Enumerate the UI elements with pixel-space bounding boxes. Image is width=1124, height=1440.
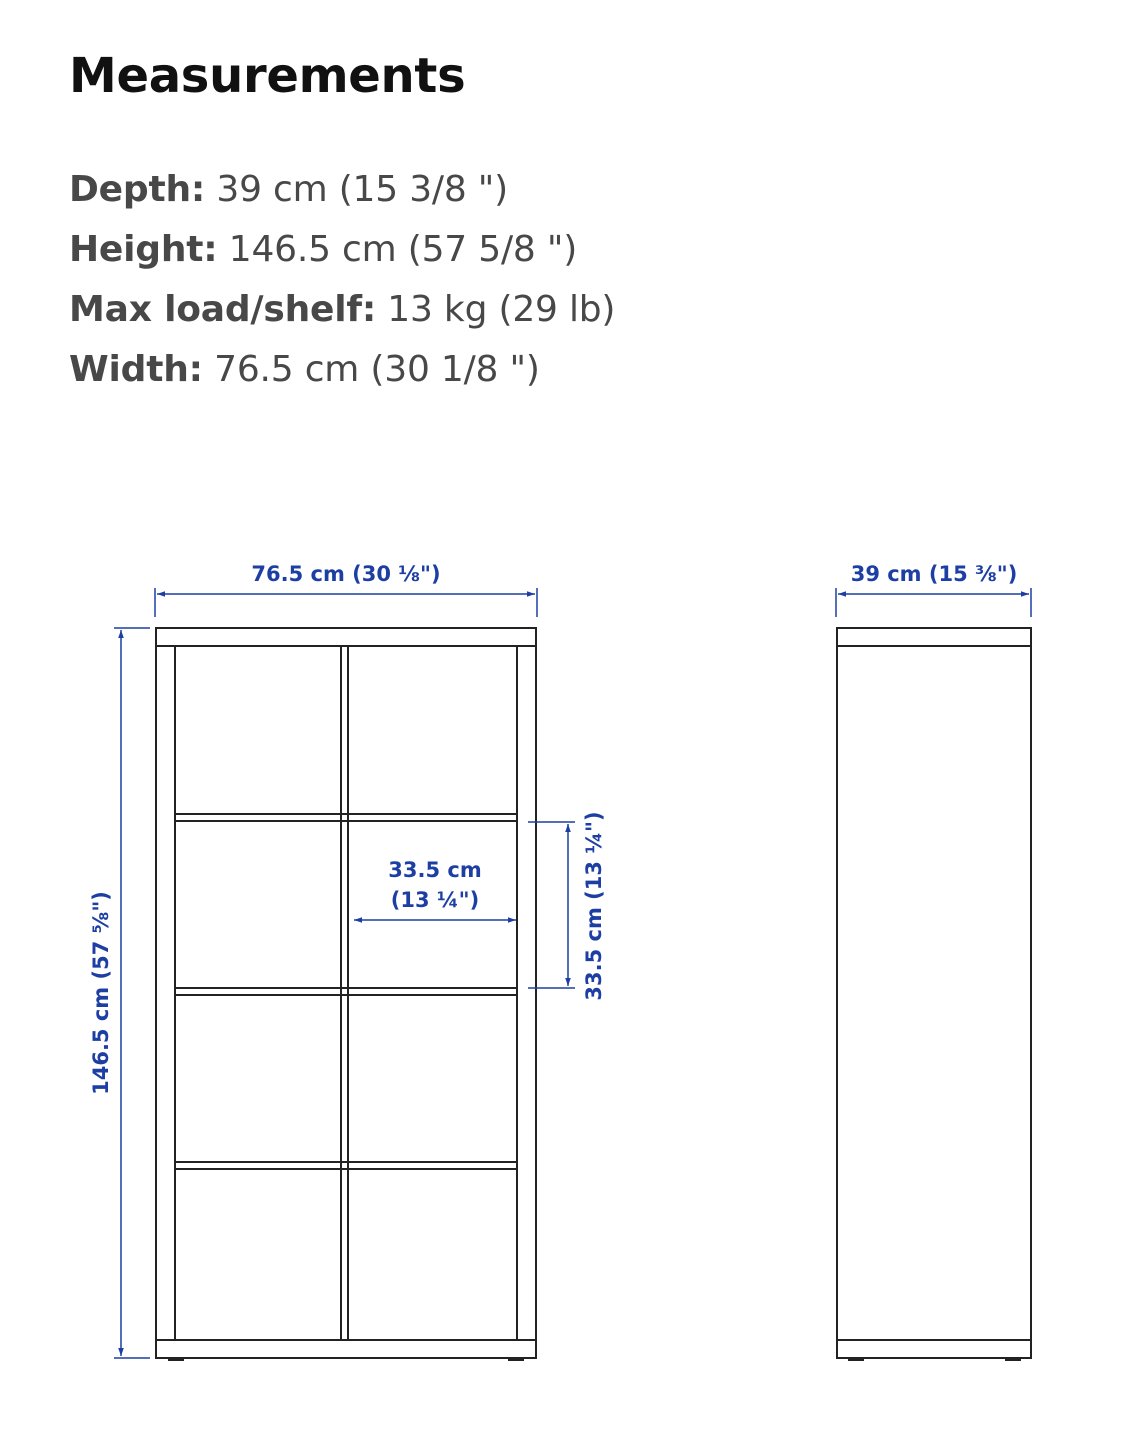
side-top-board xyxy=(837,628,1031,646)
compartment-width-dimension xyxy=(354,858,516,920)
side-foot-right xyxy=(1005,1358,1021,1361)
front-foot-right xyxy=(508,1358,524,1361)
spec-depth xyxy=(69,160,615,220)
side-depth-dimension xyxy=(836,562,1031,617)
compartment-height-dimension xyxy=(528,811,606,1000)
front-shelf-3 xyxy=(175,1162,517,1169)
front-view-shelf xyxy=(156,628,536,1358)
compartment-width-line1: 33.5 cm xyxy=(388,858,482,882)
front-height-label: 146.5 cm (57 ⅝") xyxy=(89,891,113,1095)
front-left-side-panel xyxy=(156,646,175,1340)
spec-height-value: 146.5 cm (57 5/8 ") xyxy=(228,229,578,270)
spec-height-label: Height: xyxy=(69,229,218,270)
front-shelf-2 xyxy=(175,988,517,995)
spec-max-load-value: 13 kg (29 lb) xyxy=(387,289,616,330)
dimension-diagram xyxy=(0,540,1124,1400)
spec-width-value: 76.5 cm (30 1/8 ") xyxy=(214,349,540,390)
side-depth-label: 39 cm (15 ⅜") xyxy=(850,562,1018,586)
front-width-dimension xyxy=(155,562,537,617)
front-width-label: 76.5 cm (30 ⅛") xyxy=(251,562,441,586)
spec-depth-value: 39 cm (15 3/8 ") xyxy=(216,169,508,210)
front-vertical-divider xyxy=(341,646,348,1340)
spec-height xyxy=(69,220,615,280)
compartment-width-line2: (13 ¼") xyxy=(390,888,480,912)
spec-max-load-label: Max load/shelf: xyxy=(69,289,377,330)
page-title: Measurements xyxy=(69,48,466,104)
front-top-board xyxy=(156,628,536,646)
spec-width xyxy=(69,340,615,400)
front-height-dimension xyxy=(89,628,150,1358)
side-bottom-board xyxy=(837,1340,1031,1358)
front-bottom-board xyxy=(156,1340,536,1358)
measurement-list xyxy=(69,160,615,400)
spec-depth-label: Depth: xyxy=(69,169,206,210)
spec-width-label: Width: xyxy=(69,349,203,390)
front-right-side-panel xyxy=(517,646,536,1340)
spec-max-load xyxy=(69,280,615,340)
side-foot-left xyxy=(848,1358,864,1361)
front-shelf-1 xyxy=(175,814,517,821)
front-foot-left xyxy=(168,1358,184,1361)
side-panel xyxy=(837,646,1031,1340)
side-view-shelf xyxy=(837,628,1031,1358)
compartment-height-label: 33.5 cm (13 ¼") xyxy=(582,811,606,1001)
